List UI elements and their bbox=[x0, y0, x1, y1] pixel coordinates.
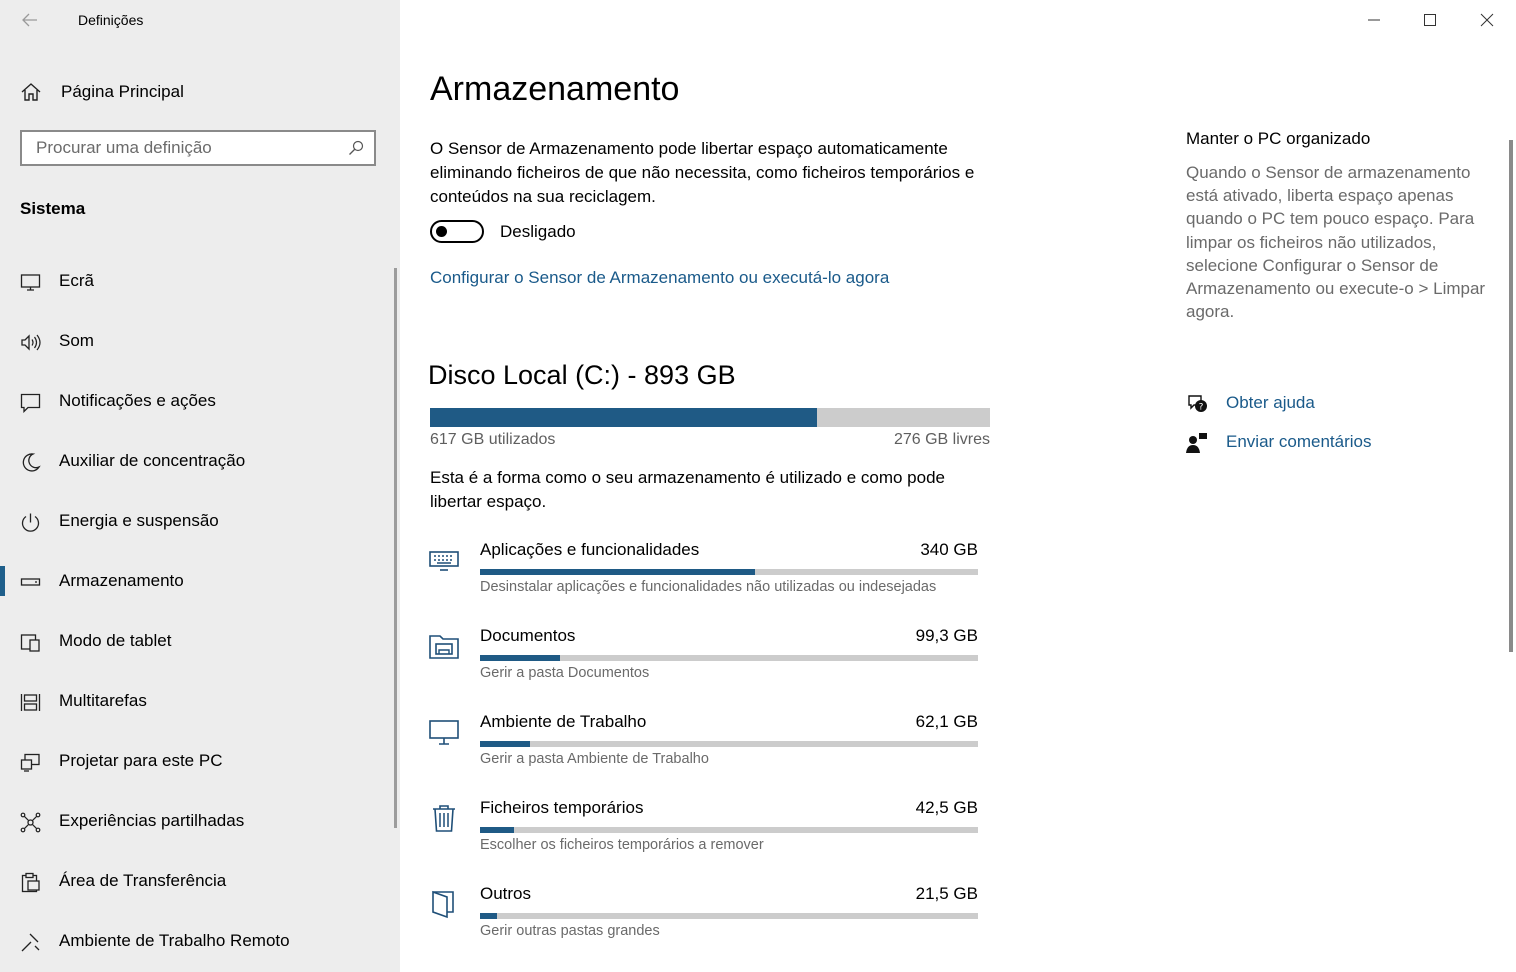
sidebar-item-multitarefas[interactable] bbox=[0, 672, 400, 732]
page-title: Armazenamento bbox=[430, 70, 680, 108]
category-documents[interactable] bbox=[428, 624, 988, 710]
feedback-person-icon bbox=[1186, 432, 1208, 454]
disk-usage-fill bbox=[430, 408, 817, 427]
documents-folder-icon bbox=[428, 630, 460, 662]
sidebar-item-transferencia[interactable] bbox=[0, 852, 400, 912]
multitasking-icon bbox=[20, 692, 41, 713]
category-name: Ambiente de Trabalho bbox=[480, 712, 647, 731]
moon-icon bbox=[20, 452, 41, 473]
usage-intro: Esta é a forma como o seu armazenamento é utilizado e como pode libertar espaço. bbox=[430, 468, 946, 511]
other-folder-icon bbox=[428, 888, 460, 920]
home-icon bbox=[20, 81, 42, 103]
category-apps[interactable] bbox=[428, 538, 988, 624]
get-help-link[interactable] bbox=[1186, 392, 1315, 416]
sidebar-item-notificacoes[interactable] bbox=[0, 372, 400, 432]
speaker-icon bbox=[20, 332, 41, 353]
notification-icon bbox=[20, 392, 41, 413]
category-bar-fill bbox=[480, 655, 560, 661]
sidebar-item-label: Multitarefas bbox=[59, 691, 147, 710]
main-scrollbar[interactable] bbox=[1509, 140, 1513, 652]
toggle-knob bbox=[436, 226, 447, 237]
sidebar-item-label: Experiências partilhadas bbox=[59, 811, 245, 830]
sidebar-item-label: Som bbox=[59, 331, 94, 350]
maximize-icon[interactable] bbox=[1420, 10, 1440, 30]
category-bar-fill bbox=[480, 913, 497, 919]
category-size: 340 GB bbox=[920, 540, 978, 559]
storage-icon bbox=[20, 572, 41, 593]
section-heading: Sistema bbox=[20, 199, 86, 218]
category-size: 62,1 GB bbox=[915, 712, 978, 731]
disk-free-label: 276 GB livres bbox=[893, 431, 990, 448]
sidebar-nav bbox=[0, 252, 400, 972]
sidebar-item-concentracao[interactable] bbox=[0, 432, 400, 492]
category-name: Aplicações e funcionalidades bbox=[480, 540, 700, 559]
toggle-state-label: Desligado bbox=[500, 222, 576, 241]
monitor-icon bbox=[20, 272, 41, 293]
disk-used-label: 617 GB utilizados bbox=[430, 431, 556, 448]
configure-storage-sense-link[interactable]: Configurar o Sensor de Armazenamento ou executá-lo agora bbox=[430, 268, 890, 287]
sidebar-item-energia[interactable] bbox=[0, 492, 400, 552]
sidebar-item-label: Notificações e ações bbox=[59, 391, 216, 410]
aside-title: Manter o PC organizado bbox=[1186, 129, 1371, 148]
category-list bbox=[428, 538, 988, 968]
svg-text:?: ? bbox=[1198, 402, 1204, 413]
sidebar-item-tablet[interactable] bbox=[0, 612, 400, 672]
category-bar-fill bbox=[480, 569, 755, 575]
sidebar-item-label: Armazenamento bbox=[59, 571, 184, 590]
category-description: Gerir outras pastas grandes bbox=[480, 923, 660, 939]
category-other[interactable] bbox=[428, 882, 988, 968]
category-description: Gerir a pasta Ambiente de Trabalho bbox=[480, 751, 709, 767]
category-name: Outros bbox=[480, 884, 532, 903]
category-bar bbox=[480, 655, 978, 661]
tablet-mode-icon bbox=[20, 632, 41, 653]
aside-text: Quando o Sensor de armazenamento está ativado, liberta espaço apenas quando o PC tem pouco espaço. Para limpar os ficheiros não utilizados, selecione Configurar o Sensor de Armazenamento ou execute-o > Limpar agora. bbox=[1186, 163, 1486, 322]
sidebar-item-label: Projetar para este PC bbox=[59, 751, 223, 770]
power-icon bbox=[20, 512, 41, 533]
category-name: Ficheiros temporários bbox=[480, 798, 644, 817]
help-chat-icon bbox=[1186, 393, 1208, 415]
category-bar-fill bbox=[480, 741, 530, 747]
search-icon[interactable] bbox=[348, 140, 364, 156]
trash-icon bbox=[428, 802, 460, 834]
disk-title: Disco Local (C:) - 893 GB bbox=[428, 360, 736, 390]
sidebar-scrollbar[interactable] bbox=[394, 268, 397, 828]
send-feedback-link[interactable] bbox=[1186, 431, 1372, 455]
sidebar-item-label: Ecrã bbox=[59, 271, 94, 290]
search-input[interactable] bbox=[22, 132, 356, 164]
desktop-icon bbox=[428, 716, 460, 748]
category-temp-files[interactable] bbox=[428, 796, 988, 882]
storage-sense-description: O Sensor de Armazenamento pode libertar espaço automaticamente eliminando ficheiros de que não necessita, como ficheiros temporários e conteúdos na sua reciclagem. bbox=[430, 139, 975, 206]
sidebar-item-label: Energia e suspensão bbox=[59, 511, 219, 530]
category-description: Desinstalar aplicações e funcionalidades não utilizadas ou indesejadas bbox=[480, 579, 937, 595]
search-box[interactable] bbox=[20, 130, 376, 166]
back-arrow-icon[interactable] bbox=[20, 10, 40, 30]
close-icon[interactable] bbox=[1477, 10, 1497, 30]
get-help-label[interactable]: Obter ajuda bbox=[1226, 393, 1315, 412]
category-size: 21,5 GB bbox=[915, 884, 978, 903]
category-size: 42,5 GB bbox=[915, 798, 978, 817]
minimize-icon[interactable] bbox=[1364, 10, 1384, 30]
sidebar-item-remoto[interactable] bbox=[0, 912, 400, 972]
category-bar bbox=[480, 913, 978, 919]
category-size: 99,3 GB bbox=[915, 626, 978, 645]
category-bar bbox=[480, 569, 978, 575]
send-feedback-label[interactable]: Enviar comentários bbox=[1226, 432, 1372, 451]
project-icon bbox=[20, 752, 41, 773]
category-description: Gerir a pasta Documentos bbox=[480, 665, 650, 681]
shared-experiences-icon bbox=[20, 812, 41, 833]
sidebar-item-home[interactable] bbox=[20, 79, 184, 105]
sidebar-item-som[interactable] bbox=[0, 312, 400, 372]
sidebar bbox=[0, 0, 400, 972]
sidebar-item-ecra[interactable] bbox=[0, 252, 400, 312]
sidebar-item-experiencias[interactable] bbox=[0, 792, 400, 852]
sidebar-item-label: Modo de tablet bbox=[59, 631, 172, 650]
keyboard-icon bbox=[428, 544, 460, 576]
category-bar-fill bbox=[480, 827, 514, 833]
home-label: Página Principal bbox=[61, 82, 184, 101]
disk-usage-bar[interactable] bbox=[430, 408, 990, 427]
sidebar-item-label: Ambiente de Trabalho Remoto bbox=[59, 931, 290, 950]
sidebar-item-label: Área de Transferência bbox=[59, 871, 227, 890]
category-name: Documentos bbox=[480, 626, 576, 645]
sidebar-item-armazenamento[interactable] bbox=[0, 552, 400, 612]
clipboard-icon bbox=[20, 872, 41, 893]
sidebar-item-projetar[interactable] bbox=[0, 732, 400, 792]
sidebar-item-label: Auxiliar de concentração bbox=[59, 451, 246, 470]
storage-sense-toggle[interactable] bbox=[430, 220, 484, 243]
category-desktop[interactable] bbox=[428, 710, 988, 796]
category-description: Escolher os ficheiros temporários a remover bbox=[480, 837, 764, 853]
window-title: Definições bbox=[78, 12, 144, 28]
remote-desktop-icon bbox=[20, 932, 41, 953]
category-bar bbox=[480, 741, 978, 747]
category-bar bbox=[480, 827, 978, 833]
